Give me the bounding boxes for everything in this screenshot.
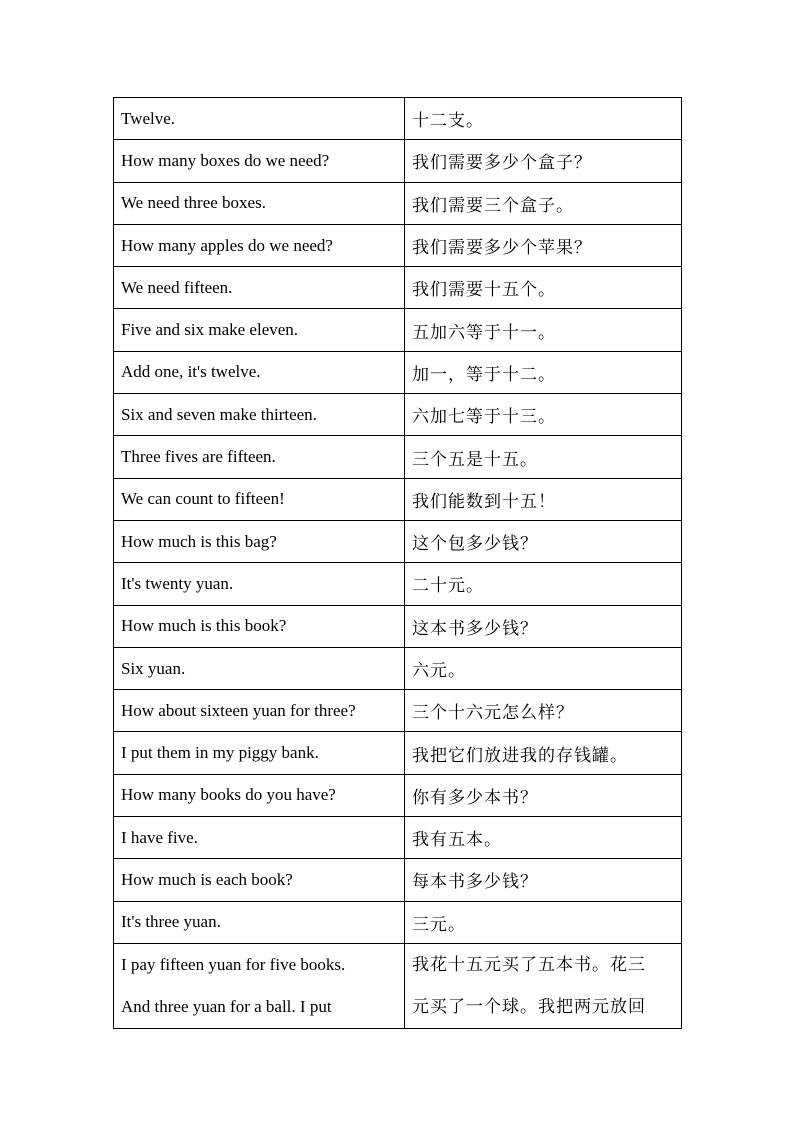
table-row [114, 182, 682, 224]
vocabulary-table [113, 97, 682, 1029]
chinese-cell: 二十元。 [405, 563, 682, 605]
table-row [114, 859, 682, 901]
table-row [114, 817, 682, 859]
english-cell: Six and seven make thirteen. [114, 394, 405, 436]
table-row [114, 774, 682, 816]
english-cell: How many books do you have? [114, 774, 405, 816]
english-cell: How about sixteen yuan for three? [114, 690, 405, 732]
english-cell: Twelve. [114, 98, 405, 140]
english-line: And three yuan for a ball. I put [121, 996, 332, 1016]
english-cell: How many apples do we need? [114, 224, 405, 266]
table-row [114, 267, 682, 309]
english-cell: How much is each book? [114, 859, 405, 901]
chinese-line: 元买了一个球。我把两元放回 [412, 996, 646, 1017]
table-row [114, 98, 682, 140]
chinese-cell: 我们能数到十五！ [405, 478, 682, 520]
chinese-cell: 六元。 [405, 647, 682, 689]
chinese-cell: 我们需要十五个。 [405, 267, 682, 309]
table-row [114, 351, 682, 393]
table-row [114, 563, 682, 605]
table-row [114, 732, 682, 774]
chinese-cell: 我有五本。 [405, 817, 682, 859]
english-cell [114, 943, 405, 1028]
english-cell: I put them in my piggy bank. [114, 732, 405, 774]
table-row [114, 690, 682, 732]
chinese-cell: 十二支。 [405, 98, 682, 140]
english-cell: It's three yuan. [114, 901, 405, 943]
chinese-cell: 五加六等于十一。 [405, 309, 682, 351]
english-cell: We need fifteen. [114, 267, 405, 309]
table-row [114, 394, 682, 436]
table-row [114, 520, 682, 562]
chinese-cell [405, 943, 682, 1028]
english-cell: I have five. [114, 817, 405, 859]
chinese-cell: 我们需要三个盒子。 [405, 182, 682, 224]
table-row [114, 605, 682, 647]
chinese-cell: 这个包多少钱？ [405, 520, 682, 562]
chinese-line: 我花十五元买了五本书。花三 [412, 954, 646, 975]
english-cell: Five and six make eleven. [114, 309, 405, 351]
chinese-cell: 三个五是十五。 [405, 436, 682, 478]
chinese-cell: 三元。 [405, 901, 682, 943]
english-cell: We can count to fifteen! [114, 478, 405, 520]
english-cell: We need three boxes. [114, 182, 405, 224]
table-row [114, 943, 682, 1028]
table-row [114, 647, 682, 689]
chinese-cell: 每本书多少钱？ [405, 859, 682, 901]
chinese-cell: 三个十六元怎么样？ [405, 690, 682, 732]
table-row [114, 140, 682, 182]
chinese-cell: 我把它们放进我的存钱罐。 [405, 732, 682, 774]
chinese-cell: 我们需要多少个苹果？ [405, 224, 682, 266]
english-cell: Six yuan. [114, 647, 405, 689]
chinese-cell: 加一，等于十二。 [405, 351, 682, 393]
table-row [114, 436, 682, 478]
chinese-cell: 六加七等于十三。 [405, 394, 682, 436]
chinese-cell: 你有多少本书？ [405, 774, 682, 816]
english-line: I pay fifteen yuan for five books. [121, 954, 346, 974]
table-row [114, 478, 682, 520]
chinese-cell: 我们需要多少个盒子？ [405, 140, 682, 182]
table-row [114, 224, 682, 266]
english-cell: Three fives are fifteen. [114, 436, 405, 478]
english-cell: How many boxes do we need? [114, 140, 405, 182]
english-cell: How much is this book? [114, 605, 405, 647]
english-cell: How much is this bag? [114, 520, 405, 562]
chinese-cell: 这本书多少钱？ [405, 605, 682, 647]
table-row [114, 901, 682, 943]
english-cell: It's twenty yuan. [114, 563, 405, 605]
table-row [114, 309, 682, 351]
english-cell: Add one, it's twelve. [114, 351, 405, 393]
